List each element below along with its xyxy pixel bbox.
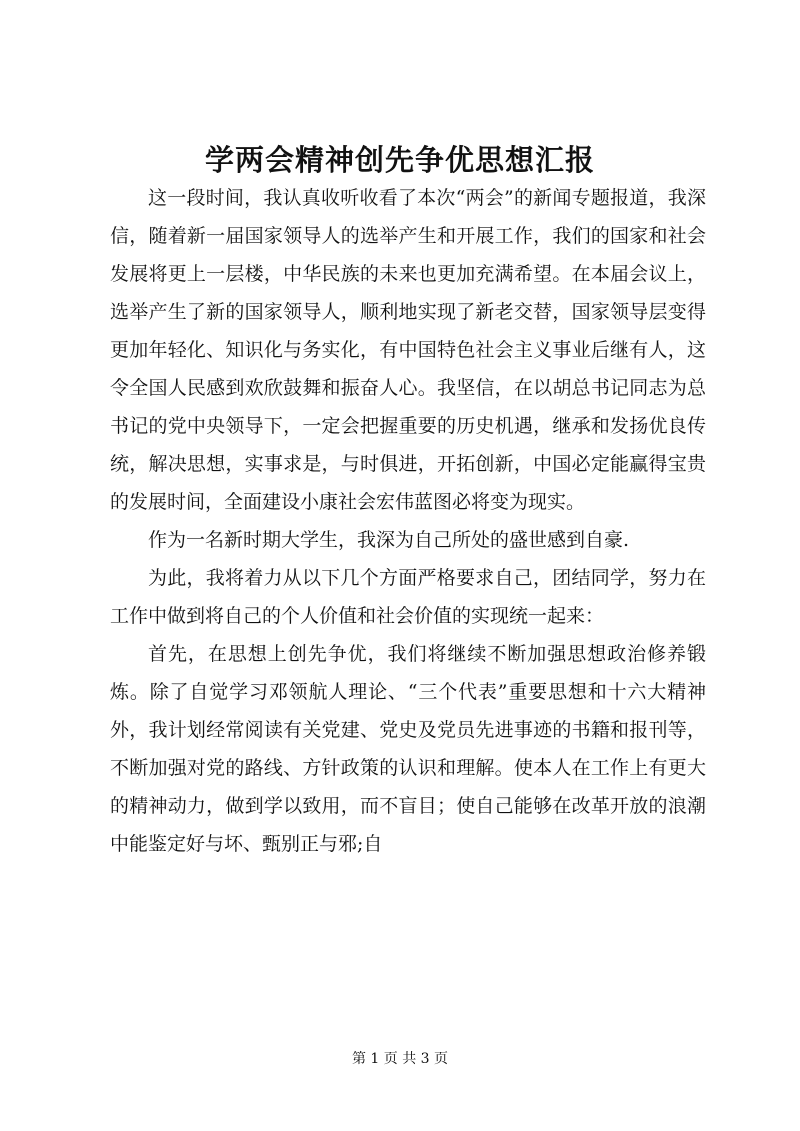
paragraph: 作为一名新时期大学生，我深为自己所处的盛世感到自豪. bbox=[148, 529, 630, 551]
document-body bbox=[110, 179, 706, 863]
paragraph: 这一段时间，我认真收听收看了本次“两会”的新闻专题报道，我深信，随着新一届国家领导人的选举产生和开展工作，我们的国家和社会发展将更上一层楼，中华民族的未来也更加充满希望。在本届会议上，选举产生了新的国家领导人，顺利地实现了新老交替，国家领导层变得更加年轻化、知识化与务实化，有中国特色社会主义事业后继有人，这令全国人民感到欢欣鼓舞和振奋人心。我坚信，在以胡总书记同志为总书记的党中央领导下，一定会把握重要的历史机遇，继承和发扬优良传统，解决思想，实事求是，与时俱进，开拓创新，中国必定能赢得宝贵的发展时间，全面建设小康社会宏伟蓝图必将变为现实。 bbox=[110, 187, 706, 513]
page-footer: 第 1 页 共 3 页 bbox=[351, 1051, 449, 1067]
paragraph: 首先，在思想上创先争优，我们将继续不断加强思想政治修养锻炼。除了自觉学习邓领航人理论、“三个代表”重要思想和十六大精神外，我计划经常阅读有关党建、党史及党员先进事迹的书籍和报刊等，不断加强对党的路线、方针政策的认识和理解。使本人在工作上有更大的精神动力，做到学以致用，而不盲目；使自己能够在改革开放的浪潮中能鉴定好与坏、甄别正与邪;自 bbox=[110, 643, 706, 855]
paragraph: 为此，我将着力从以下几个方面严格要求自己，团结同学，努力在工作中做到将自己的个人价值和社会价值的实现统一起来： bbox=[110, 567, 706, 627]
document-title: 学两会精神创先争优思想汇报 bbox=[204, 143, 595, 177]
